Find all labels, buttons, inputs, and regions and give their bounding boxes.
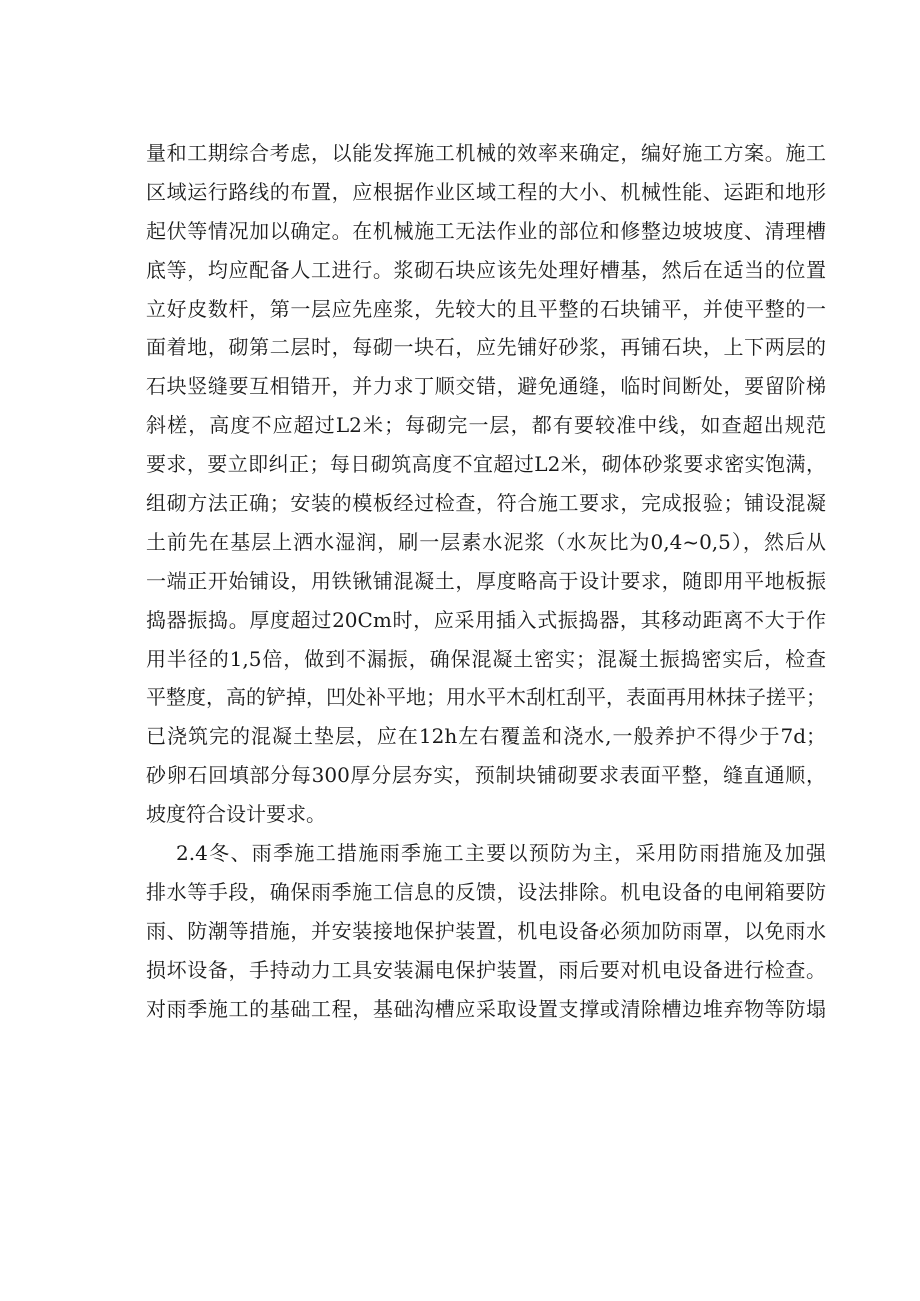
text-line: 一端正开始铺设，用铁锹铺混凝土，厚度略高于设计要求，随即用平地板振 [146, 568, 826, 593]
text-line: 平整度，高的铲掉，凹处补平地；用水平木刮杠刮平，表面再用林抹子搓平； [146, 685, 826, 710]
text-line: 对雨季施工的基础工程，基础沟槽应采取设置支撑或清除槽边堆弃物等防塌 [146, 996, 826, 1021]
text-line: 石块竖缝要互相错开，并力求丁顺交错，避免通缝，临时间断处，要留阶梯 [146, 374, 826, 399]
text-line: 土前先在基层上洒水湿润，刷一层素水泥浆（水灰比为0,4~0,5），然后从 [146, 529, 826, 554]
text-line: 排水等手段，确保雨季施工信息的反馈，设法排除。机电设备的电闸箱要防 [146, 879, 826, 904]
text-line: 要求，要立即纠正；每日砌筑高度不宜超过L2米，砌体砂浆要求密实饱满， [146, 452, 826, 477]
text-line: 坡度符合设计要求。 [146, 802, 326, 827]
text-line: 底等，均应配备人工进行。浆砌石块应该先处理好槽基，然后在适当的位置 [146, 257, 826, 282]
text-line: 斜槎，高度不应超过L2米；每砌完一层，都有要较准中线，如查超出规范 [146, 413, 826, 438]
text-line: 雨、防潮等措施，并安装接地保护装置，机电设备必须加防雨罩，以免雨水 [146, 918, 826, 943]
text-line: 起伏等情况加以确定。在机械施工无法作业的部位和修整边坡坡度、清理槽 [146, 218, 826, 243]
text-line: 已浇筑完的混凝土垫层，应在12h左右覆盖和浇水,一般养护不得少于7d； [146, 724, 826, 749]
text-line: 捣器振捣。厚度超过20Cm时，应采用插入式振捣器，其移动距离不大于作 [146, 607, 826, 632]
text-line: 2.4冬、雨季施工措施雨季施工主要以预防为主，采用防雨措施及加强 [176, 841, 826, 866]
text-line: 砂卵石回填部分每300厚分层夯实，预制块铺砌要求表面平整，缝直通顺， [146, 763, 826, 788]
text-line: 组砌方法正确；安装的模板经过检查，符合施工要求，完成报验；铺设混凝 [146, 491, 826, 516]
text-line: 用半径的1,5倍，做到不漏振，确保混凝土密实；混凝土振捣密实后，检查 [146, 646, 826, 671]
body-text [146, 134, 826, 1028]
text-line: 立好皮数杆，第一层应先座浆，先较大的且平整的石块铺平，并使平整的一 [146, 296, 826, 321]
text-line: 损坏设备，手持动力工具安装漏电保护装置，雨后要对机电设备进行检查。 [146, 957, 826, 982]
text-line: 面着地，砌第二层时，每砌一块石，应先铺好砂浆，再铺石块，上下两层的 [146, 335, 826, 360]
paragraph-construction-methods [146, 134, 826, 834]
text-line: 区域运行路线的布置，应根据作业区域工程的大小、机械性能、运距和地形 [146, 179, 826, 204]
text-line: 量和工期综合考虑，以能发挥施工机械的效率来确定，编好施工方案。施工 [146, 141, 826, 165]
paragraph-rainy-season-measures [146, 834, 826, 1028]
